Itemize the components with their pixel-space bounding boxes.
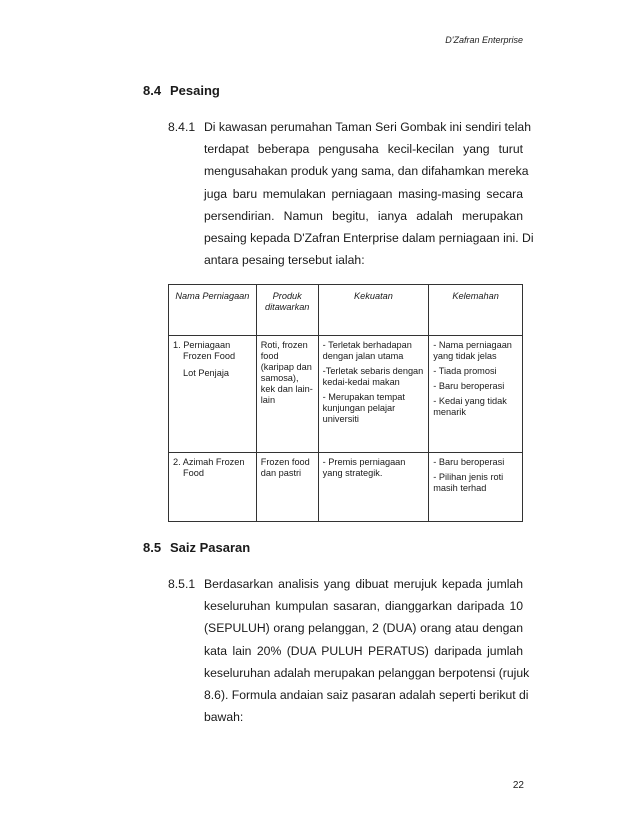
paragraph-line: kata lain 20% (DUA PULUH PERATUS) daripada jumlah (204, 643, 523, 658)
table-header-row (169, 285, 523, 336)
paragraph-line: 8.6). Formula andaian saiz pasaran adalah seperti berikut di (204, 687, 529, 702)
cell-text: - Tiada promosi (433, 366, 497, 376)
cell-text: - Terletak berhadapan dengan jalan utama (322, 340, 412, 361)
running-header: D'Zafran Enterprise (445, 35, 523, 45)
products-cell: Frozen food dan pastri (256, 453, 318, 522)
column-header: Nama Perniagaan (169, 285, 257, 336)
paragraph-line: keseluruhan kumpulan sasaran, dianggarkan daripada 10 (204, 599, 523, 614)
cell-text: 2. Azimah Frozen (173, 457, 245, 467)
cell-text: 1. Perniagaan (173, 340, 231, 350)
section-title: Saiz Pasaran (170, 540, 251, 555)
paragraph-line: Berdasarkan analisis yang dibuat merujuk kepada jumlah (204, 577, 523, 591)
weaknesses-cell (429, 453, 523, 522)
cell-text: - Baru beroperasi (433, 457, 505, 467)
section-number: 8.4 (143, 83, 162, 98)
section-number: 8.5 (143, 540, 162, 555)
cell-text: Food (183, 468, 204, 478)
paragraph-line: persendirian. Namun begitu, ianya adalah merupakan (204, 208, 523, 223)
cell-text: Lot Penjaja (183, 368, 229, 378)
paragraph-number: 8.5.1 (168, 577, 196, 591)
column-header: Kelemahan (429, 285, 523, 336)
paragraph-line: pesaing kepada D'Zafran Enterprise dalam perniagaan ini. Di (204, 230, 534, 245)
section-heading-8-5 (143, 540, 250, 555)
competitor-name-cell (169, 336, 257, 453)
cell-text: - Premis perniagaan yang strategik. (322, 457, 406, 478)
paragraph-line: bawah: (204, 710, 244, 725)
column-header: Kekuatan (318, 285, 429, 336)
table-row (169, 336, 523, 453)
section-title: Pesaing (170, 83, 220, 98)
cell-text: - Baru beroperasi (433, 381, 505, 391)
cell-text: - Pilihan jenis roti masih terhad (433, 472, 504, 493)
paragraph-line: keseluruhan adalah merupakan pelanggan berpotensi (rujuk (204, 665, 530, 680)
paragraph-line: juga baru memulakan perniagaan masing-masing secara (204, 186, 523, 201)
competitor-table (168, 284, 523, 522)
table-row (169, 453, 523, 522)
paragraph-line: mengusahakan produk yang sama, dan difahamkan mereka (204, 164, 529, 179)
paragraph-8-5-1 (168, 573, 530, 728)
cell-text: - Kedai yang tidak menarik (433, 396, 507, 417)
column-header: Produk ditawarkan (256, 285, 318, 336)
paragraph-number: 8.4.1 (168, 120, 196, 134)
products-cell: Roti, frozen food (karipap dan samosa), kek dan lain-lain (256, 336, 318, 453)
cell-text: Frozen Food (183, 351, 236, 361)
strengths-cell (318, 453, 429, 522)
paragraph-line: terdapat beberapa pengusaha kecil-kecilan yang turut (204, 142, 523, 157)
weaknesses-cell (429, 336, 523, 453)
paragraph-line: (SEPULUH) orang pelanggan, 2 (DUA) orang atau dengan (204, 621, 523, 636)
competitor-name-cell (169, 453, 257, 522)
section-heading-8-4 (143, 83, 220, 98)
strengths-cell (318, 336, 429, 453)
cell-text: - Nama perniagaan yang tidak jelas (433, 340, 512, 361)
paragraph-line: Di kawasan perumahan Taman Seri Gombak ini sendiri telah (204, 120, 531, 134)
cell-text: -Terletak sebaris dengan kedai-kedai makan (322, 366, 424, 387)
cell-text: - Merupakan tempat kunjungan pelajar universiti (322, 392, 405, 424)
paragraph-line: antara pesaing tersebut ialah: (204, 253, 365, 268)
page-number: 22 (512, 780, 524, 791)
paragraph-8-4-1 (168, 116, 534, 271)
